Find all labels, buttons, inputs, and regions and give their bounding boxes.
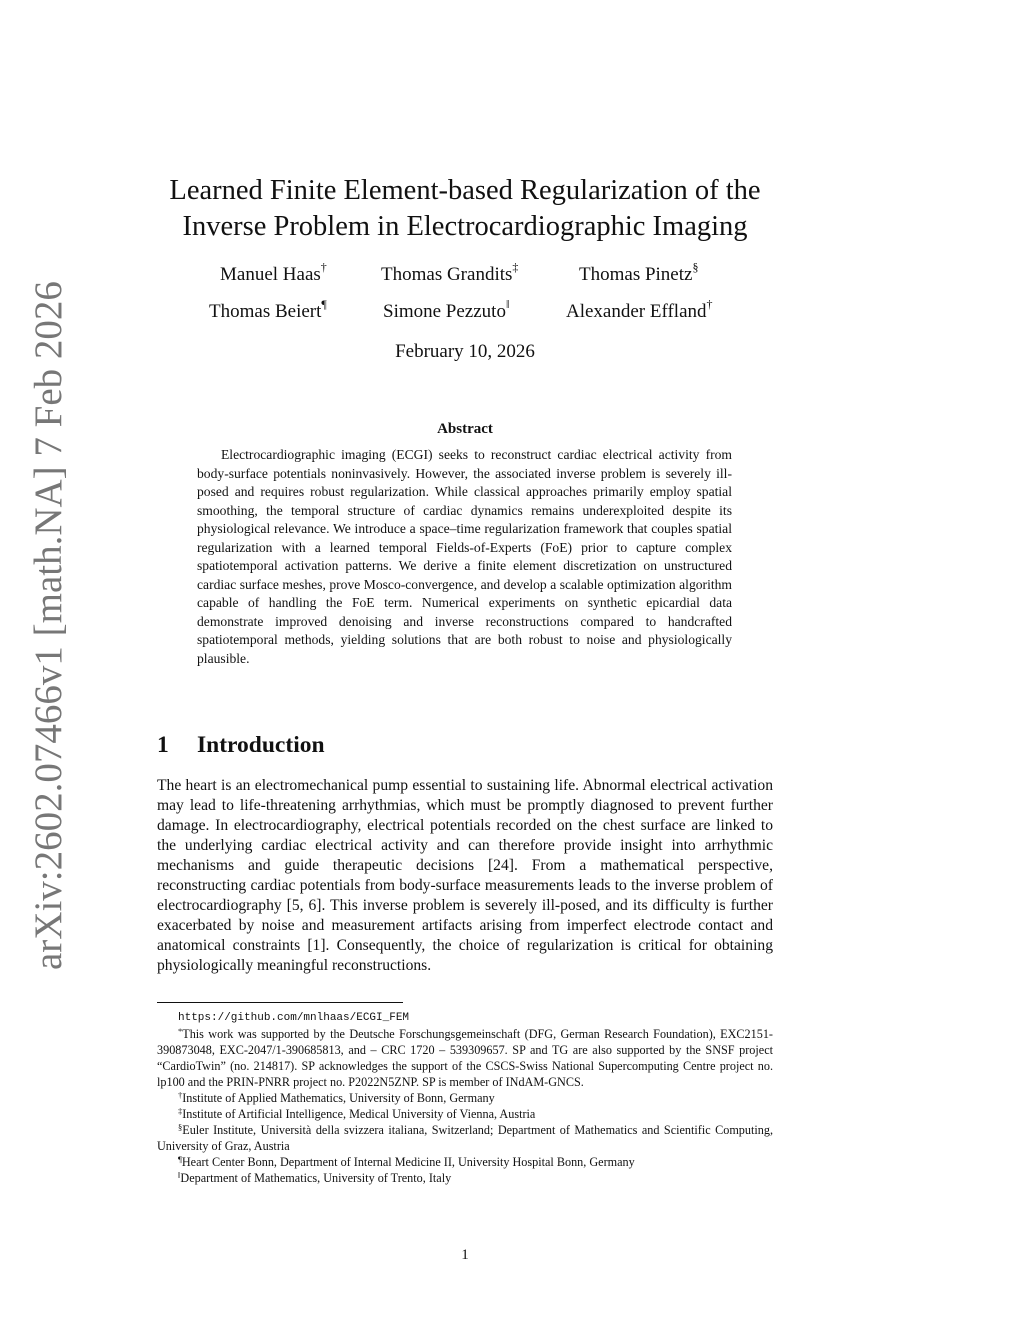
author-name: Alexander Effland† (566, 297, 713, 322)
title-line-1: Learned Finite Element-based Regularization of the (169, 175, 761, 206)
author-name: Thomas Pinetz§ (579, 260, 699, 285)
paper-title (158, 173, 772, 245)
author-name: Manuel Haas† (220, 260, 327, 285)
footnote-affiliation: §Euler Institute, Università della svizzera italiana, Switzerland; Department of Mathematics and Scientific Computing, University of Graz, Austria (157, 1122, 773, 1153)
introduction-paragraph: The heart is an electromechanical pump essential to sustaining life. Abnormal electrical activation may lead to life-threatening arrhythmias, which must be promptly diagnosed to prevent further damage. In electrocardiography, electrical potentials recorded on the chest surface are linked to the underlying cardiac electrical activity and can therefore provide insight into arrhythmic mechanisms and guide therapeutic decisions [24]. From a mathematical perspective, reconstructing cardiac potentials from body-surface measurements leads to the inverse problem of electrocardiography [5, 6]. This inverse problem is severely ill-posed, and its difficulty is further exacerbated by noise and measurement artifacts arising from imperfect electrode contact and anatomical constraints [1]. Consequently, the choice of regularization is critical for obtaining physiologically meaningful reconstructions. (157, 777, 773, 974)
footnote-code-link (157, 1008, 773, 1026)
footnote-affiliation: ‖Department of Mathematics, University of Trento, Italy (178, 1170, 452, 1185)
author-name: Thomas Grandits‡ (381, 260, 519, 285)
abstract-heading: Abstract (437, 421, 493, 437)
footnote-affiliation: †Institute of Applied Mathematics, University of Bonn, Germany (178, 1090, 495, 1105)
footnote-rule (157, 1002, 403, 1003)
footnote-affiliation: ‡Institute of Artificial Intelligence, Medical University of Vienna, Austria (178, 1106, 536, 1121)
footnotes (157, 1008, 773, 1186)
page-number: 1 (461, 1247, 469, 1263)
footnote-funding: *This work was supported by the Deutsche Forschungsgemeinschaft (DFG, German Research Foundation), EXC2151-390873048, EXC-2047/1-390685813, and – CRC 1720 – 539309657. SP and TG are also supported by the SNSF project “CardioTwin” (no. 214817). SP acknowledges the support of the CSCS-Swiss National Supercomputing Centre project no. lp100 and the PRIN-PNRR project no. P2022N5ZNP. SP is member of INdAM-GNCS. (157, 1026, 773, 1089)
author-name: Simone Pezzuto‖ (383, 297, 510, 322)
arxiv-identifier-stamp[interactable]: arXiv:2602.07466v1 [math.NA] 7 Feb 2026 (27, 281, 70, 970)
footnote-affiliation: ¶Heart Center Bonn, Department of Internal Medicine II, University Hospital Bonn, Germany (178, 1154, 635, 1169)
code-repository-link[interactable]: https://github.com/mnlhaas/ECGI_FEM (178, 1012, 410, 1024)
publication-date: February 10, 2026 (395, 341, 535, 362)
abstract-body: Electrocardiographic imaging (ECGI) seeks to reconstruct cardiac electrical activity from body-surface potentials noninvasively. However, the associated inverse problem is severely ill-posed and requires robust regularization. While classical approaches primarily employ spatial smoothing, the temporal structure of cardiac dynamics remains underexploited despite its physiological relevance. We introduce a space–time regularization framework that couples spatial regularization with a learned temporal Fields-of-Experts (FoE) prior to capture complex spatiotemporal activation patterns. We derive a finite element discretization on unstructured cardiac surface meshes, prove Mosco-convergence, and develop a scalable optimization algorithm capable of handling the FoE term. Numerical experiments on synthetic epicardial data demonstrate improved denoising and inverse reconstructions compared to handcrafted spatiotemporal methods, yielding solutions that are both robust to noise and physiologically plausible. (197, 447, 732, 666)
section-number: 1 (157, 732, 169, 758)
section-heading (157, 732, 772, 759)
section-title: Introduction (197, 732, 325, 758)
title-line-2: Inverse Problem in Electrocardiographic Imaging (182, 211, 748, 242)
author-name: Thomas Beiert¶ (209, 297, 327, 322)
